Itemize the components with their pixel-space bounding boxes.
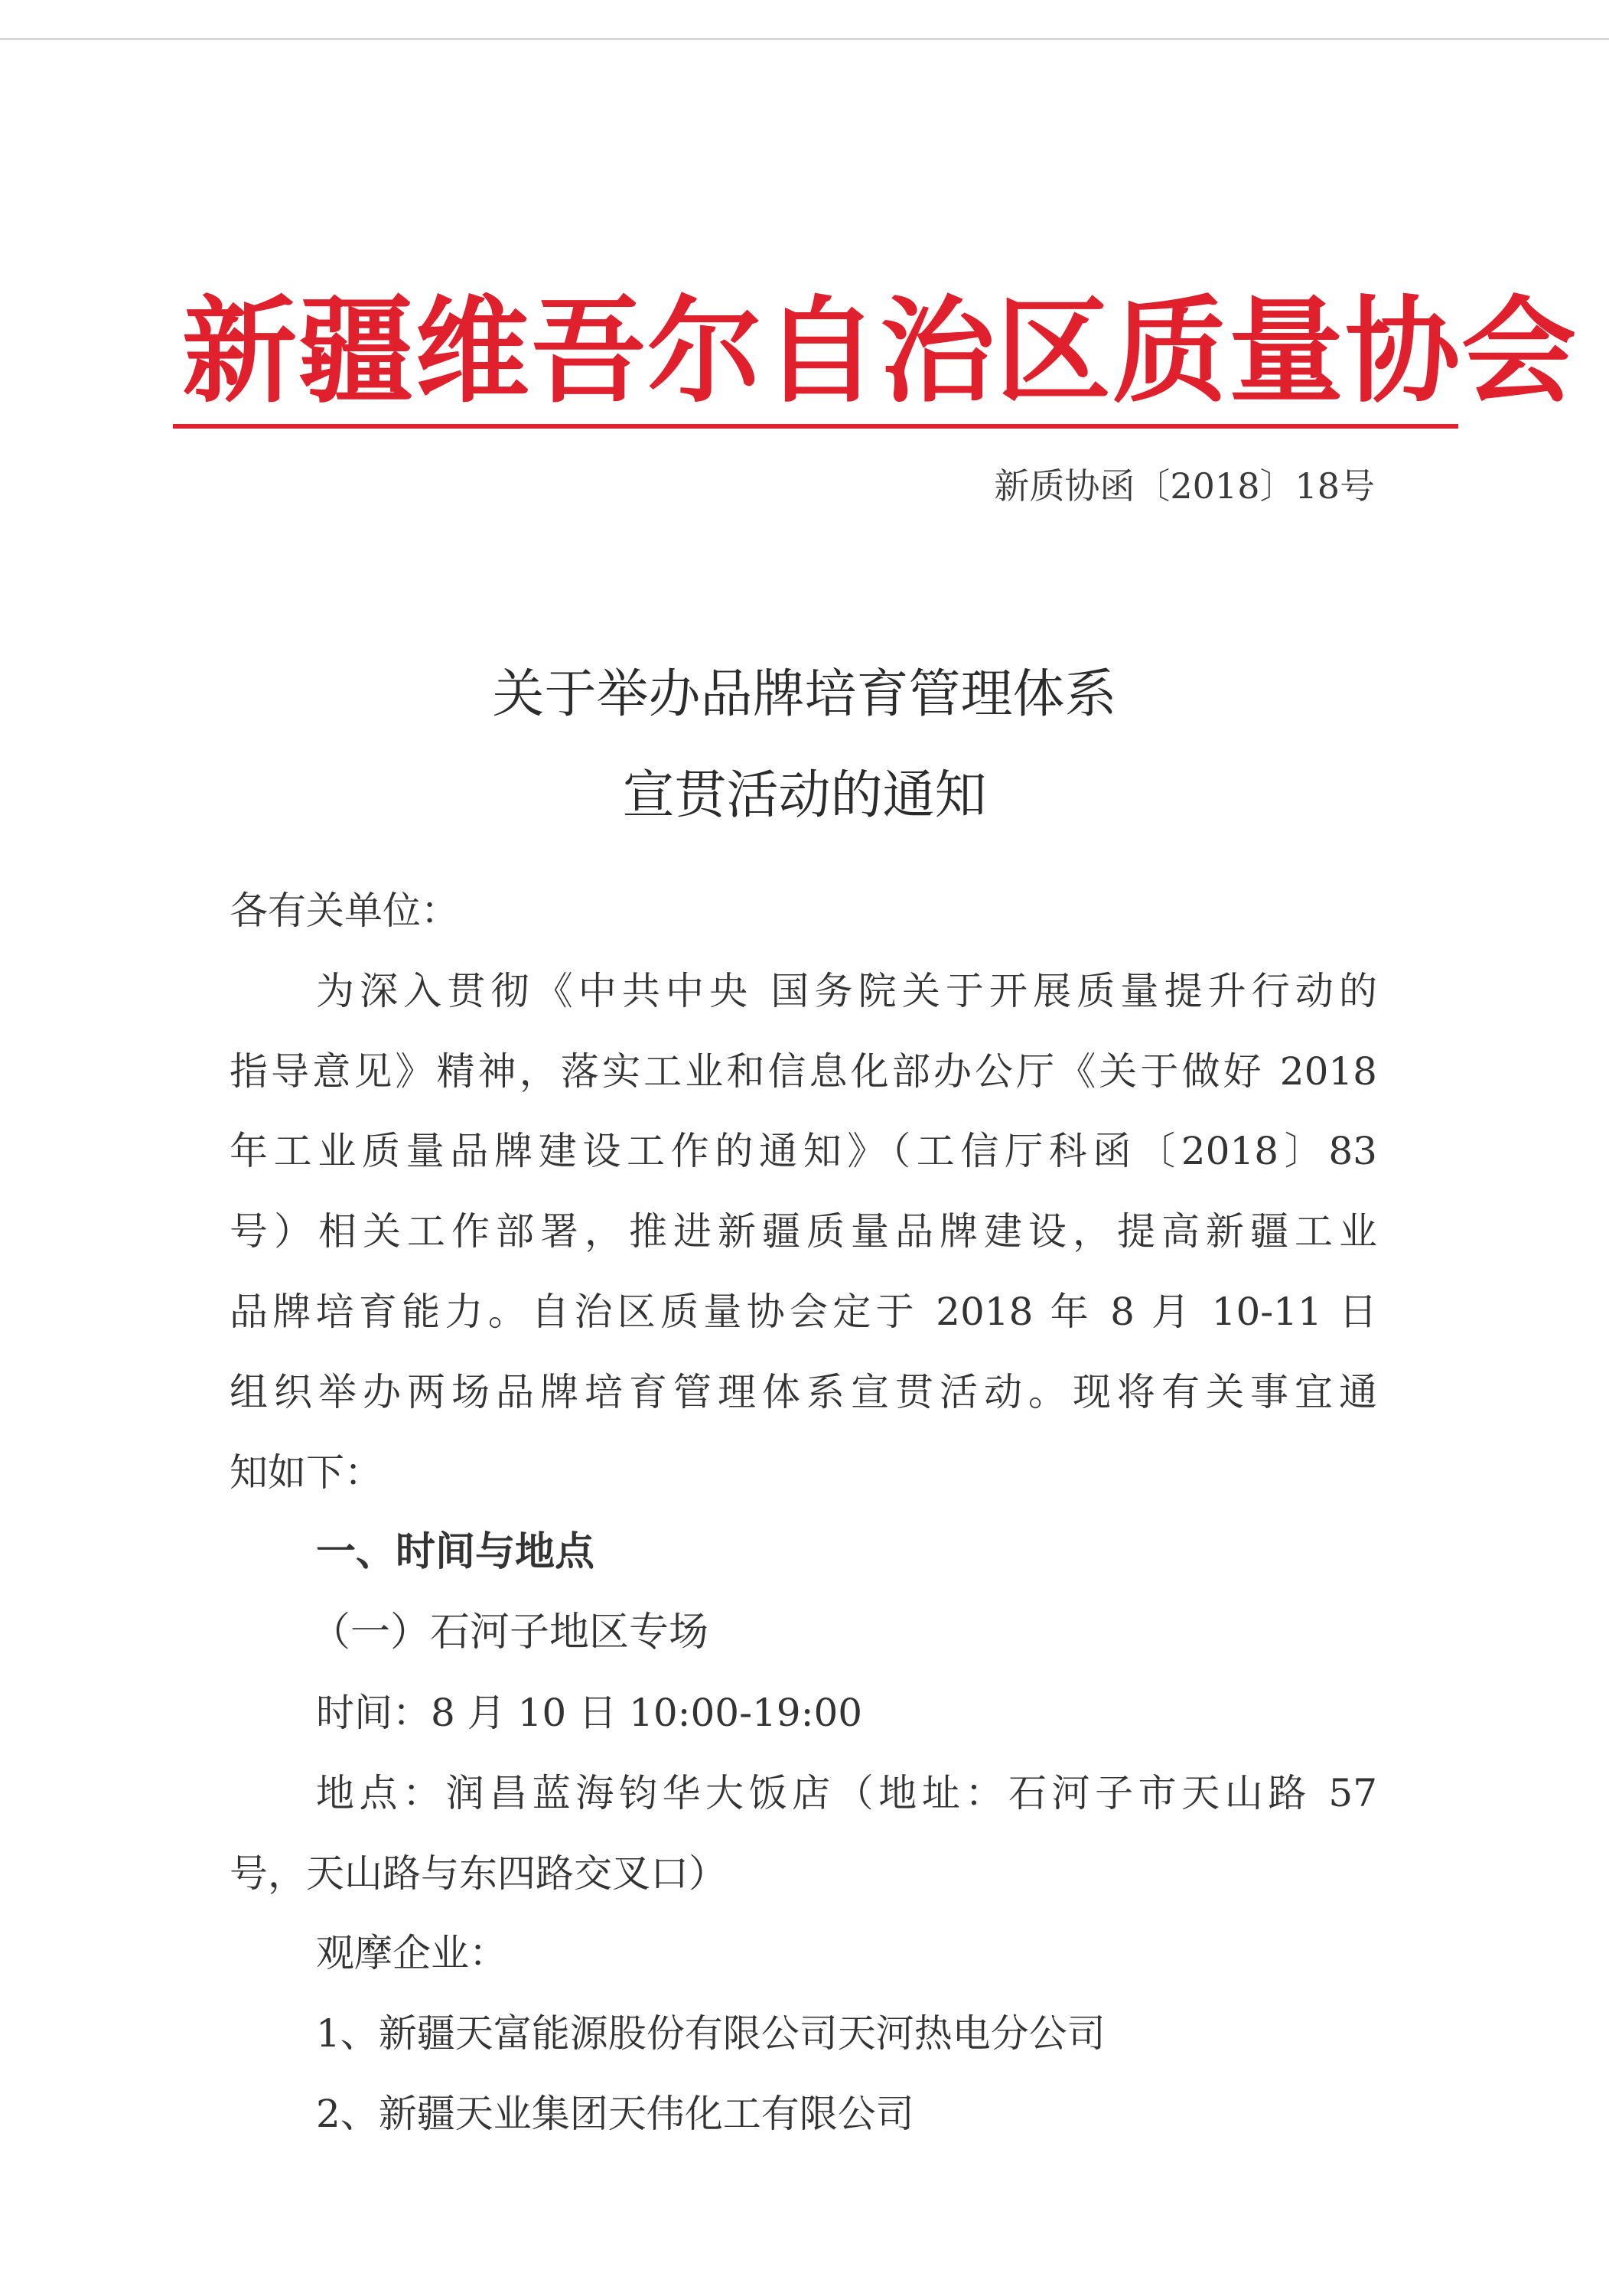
paragraph-line: 为深入贯彻《中共中央 国务院关于开展质量提升行动的 (316, 968, 1377, 1013)
header-red-rule (173, 424, 1458, 429)
section-heading: 一、时间与地点 (316, 1529, 595, 1576)
company-list-item: 1、新疆天富能源股份有限公司天河热电分公司 (316, 2011, 1106, 2056)
visit-label: 观摩企业： (316, 1931, 507, 1976)
document-title-line-2: 宣贯活动的通知 (622, 765, 987, 826)
page-top-border (0, 38, 1609, 40)
organization-header: 新疆维吾尔自治区质量协会 (182, 285, 1578, 419)
paragraph-line: 组织举办两场品牌培育管理体系宣贯活动。现将有关事宜通 (230, 1369, 1377, 1414)
event-location-line: 号，天山路与东四路交叉口） (230, 1851, 727, 1896)
document-body (230, 871, 1377, 2154)
company-list-item: 2、新疆天业集团天伟化工有限公司 (316, 2091, 914, 2136)
event-location-line: 地点：润昌蓝海钧华大饭店（地址：石河子市天山路 57 (316, 1770, 1377, 1815)
paragraph-line: 号）相关工作部署，推进新疆质量品牌建设，提高新疆工业 (230, 1209, 1377, 1254)
paragraph-line: 年工业质量品牌建设工作的通知》（工信厅科函〔2018〕83 (230, 1129, 1377, 1174)
paragraph-line: 指导意见》精神，落实工业和信息化部办公厅《关于做好 2018 (230, 1049, 1377, 1094)
paragraph-line: 品牌培育能力。自治区质量协会定于 2018 年 8 月 10-11 日 (230, 1289, 1377, 1334)
document-number: 新质协函〔2018〕18号 (994, 465, 1375, 507)
event-time: 时间：8 月 10 日 10:00-19:00 (316, 1690, 863, 1735)
paragraph-line: 知如下： (230, 1450, 383, 1495)
salutation: 各有关单位： (230, 889, 459, 933)
subsection-heading: （一）石河子地区专场 (311, 1609, 709, 1656)
document-title-line-1: 关于举办品牌培育管理体系 (492, 664, 1117, 725)
